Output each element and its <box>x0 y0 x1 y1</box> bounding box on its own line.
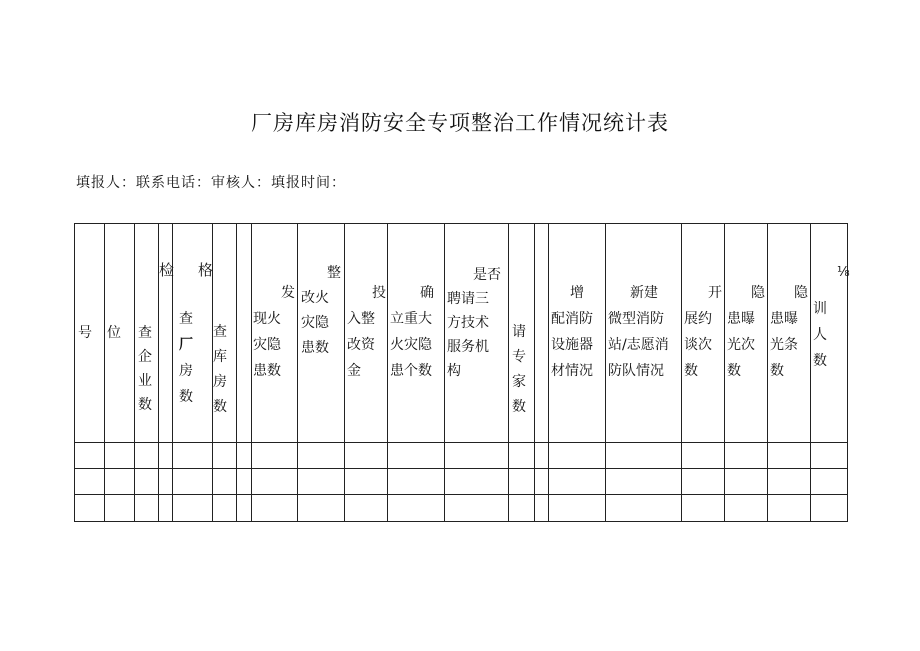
header-experts: 请 专 家 数 <box>512 324 526 415</box>
header-inspect-mark: 检 <box>159 261 175 279</box>
header-found-hazards: 发 现火 灾隐 患数 <box>253 285 295 379</box>
header-investment: 投 入整 改资 金 <box>347 285 386 379</box>
header-major-hazards: 确 立重大 火灾隐 患个数 <box>390 285 434 379</box>
statistics-table <box>74 223 848 522</box>
header-rectified-hazards: 整 改火 灾隐 患数 <box>301 265 341 356</box>
header-exposure-items: 隐 患曝 光条 数 <box>770 285 808 379</box>
header-corner-mark: ⅛ <box>837 265 850 280</box>
header-serial: 号 <box>78 325 92 341</box>
header-new-facilities: 增 配消防 设施器 材情况 <box>551 285 593 379</box>
filler-info-line: 填报人：联系电话：审核人：填报时间： <box>76 175 346 191</box>
header-interviews: 开 展约 谈次 数 <box>684 285 722 379</box>
header-new-stations: 新建 微型消防 站/志愿消 防队情况 <box>608 285 669 379</box>
page-title: 厂房库房消防安全专项整治工作情况统计表 <box>251 111 669 135</box>
header-unit: 位 <box>107 325 121 341</box>
header-checked-warehouse: 查 库 房 数 <box>213 324 227 415</box>
header-third-party: 是否 聘请三 方技术 服务机 构 <box>447 267 501 379</box>
header-exposure-times: 隐 患曝 光次 数 <box>727 285 765 379</box>
header-trained: 训 人 数 <box>813 301 827 369</box>
header-checked-factory: 查 厂 房 数 <box>179 311 193 405</box>
header-checked-enterprises: 查 企 业 数 <box>138 325 152 413</box>
header-qualified-mark: 格 <box>198 261 214 279</box>
